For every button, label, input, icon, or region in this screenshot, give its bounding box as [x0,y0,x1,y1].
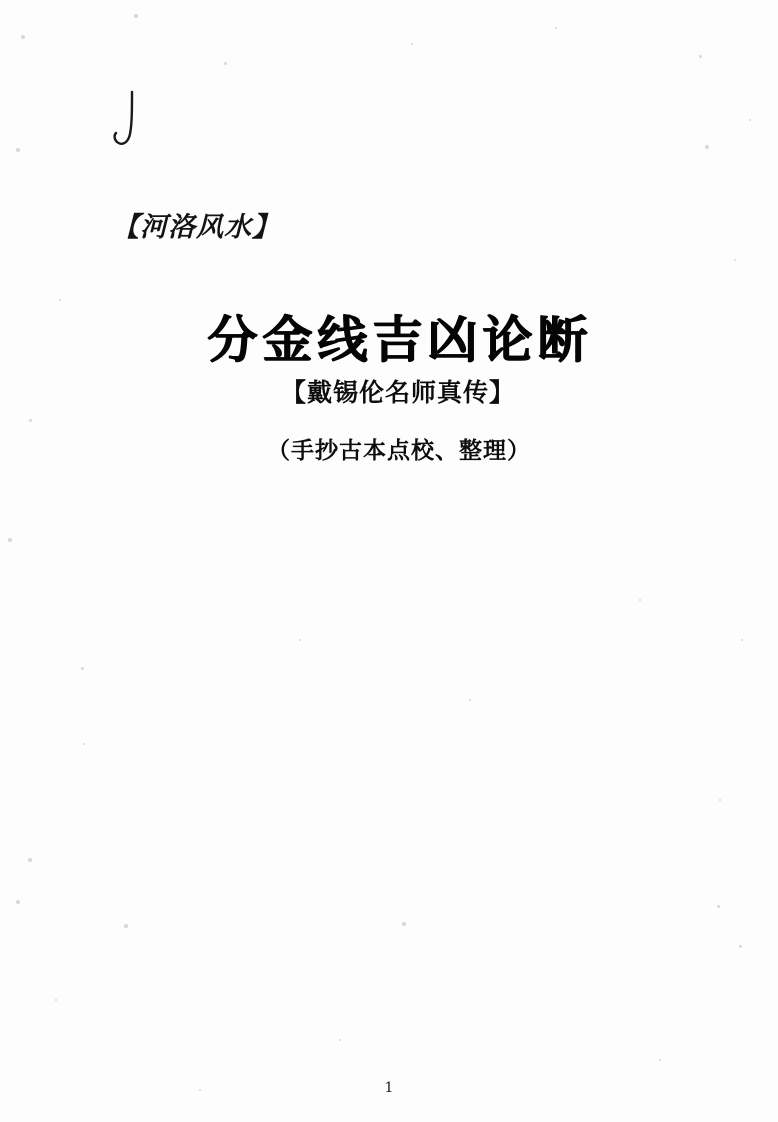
page-number: 1 [384,1080,394,1096]
scan-speck [224,62,227,65]
scan-speck [749,119,752,122]
scan-speck [719,799,722,802]
scan-speck [469,699,471,701]
scan-speck [124,924,127,927]
scan-speck [81,667,84,670]
scan-speck [739,945,742,948]
series-label: 【河洛风水】 [112,212,280,243]
scan-speck [555,27,558,30]
scan-speck [21,35,25,39]
handwritten-mark-icon [112,90,152,150]
scan-speck [741,639,744,642]
page-title: 分金线吉凶论断 [207,309,593,369]
scan-speck [8,538,11,541]
page-subtitle: 【戴锡伦名师真传】 [280,377,515,407]
scan-speck [28,858,31,861]
scan-speck [639,599,642,602]
scan-speck [734,259,737,262]
scan-speck [339,1039,341,1041]
scan-speck [659,1059,662,1062]
scan-speck [134,14,137,17]
scan-speck [16,900,20,904]
scan-speck [55,999,58,1002]
scan-speck [402,922,405,925]
scan-speck [16,148,19,151]
scan-speck [411,43,414,46]
scan-speck [299,639,301,641]
scan-speck [29,419,32,422]
scan-speck [699,55,702,58]
scan-speck [83,743,86,746]
edition-note: （手抄古本点校、整理） [267,437,531,464]
scan-speck [705,145,709,149]
scan-speck [717,905,720,908]
